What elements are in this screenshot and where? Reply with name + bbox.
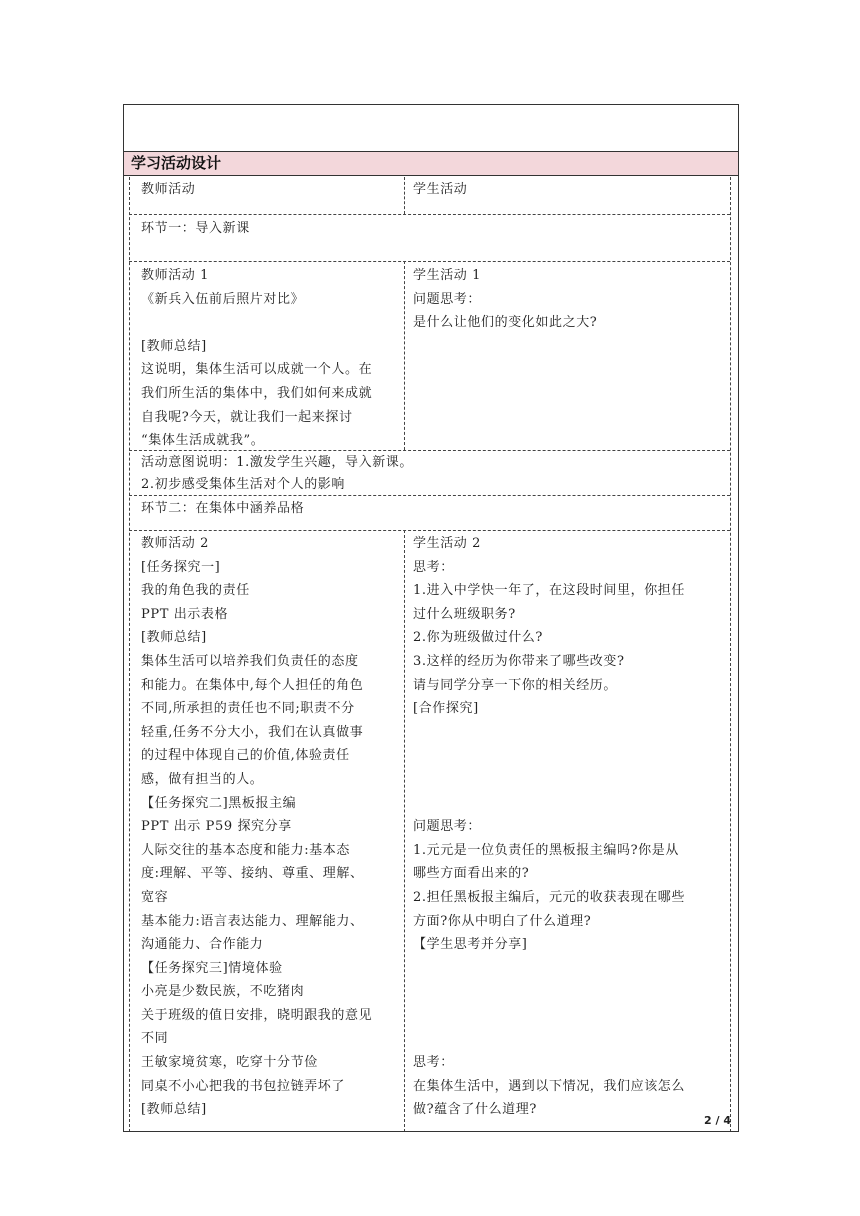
column-divider-header xyxy=(404,177,405,214)
text-line: 2.担任黑板报主编后，元元的收获表现在哪些 xyxy=(413,889,686,905)
text-line: PPT 出示表格 xyxy=(141,606,229,622)
text-line: 思考： xyxy=(413,1055,454,1071)
text-line: 的过程中体现自己的价值,体验责任 xyxy=(141,748,350,764)
row-divider xyxy=(129,495,730,496)
link1-title: 环节一：导入新课 xyxy=(141,221,250,236)
inner-left-border xyxy=(129,177,130,1132)
text-line: 1.进入中学快一年了，在这段时间里，你担任 xyxy=(413,583,686,599)
text-line: 感，做有担当的人。 xyxy=(141,771,264,787)
text-line: 问题思考： xyxy=(413,819,482,835)
student-activity-1 xyxy=(413,264,597,335)
text-line: [教师总结] xyxy=(141,338,207,354)
teacher-activity-header: 教师活动 xyxy=(141,182,196,197)
text-line xyxy=(141,311,372,335)
text-line: 在集体生活中，遇到以下情况，我们应该怎么 xyxy=(413,1078,686,1094)
text-line: 度:理解、平等、接纳、尊重、理解、 xyxy=(141,866,364,882)
text-line: 不同,所承担的责任也不同;职责不分 xyxy=(141,701,355,717)
text-line: 2.你为班级做过什么? xyxy=(413,630,543,646)
text-line: 是什么让他们的变化如此之大? xyxy=(413,315,598,331)
text-line: 轻重,任务不分大小，我们在认真做事 xyxy=(141,724,364,740)
text-line: 【任务探究三]情境体验 xyxy=(141,960,283,976)
text-line: PPT 出示 P59 探究分享 xyxy=(141,819,292,835)
text-line: 学生活动 1 xyxy=(413,268,482,283)
text-line: 我们所生活的集体中，我们如何来成就 xyxy=(141,385,373,401)
column-divider-row1 xyxy=(404,261,405,450)
text-line: 人际交往的基本态度和能力:基本态 xyxy=(141,842,350,858)
text-line: 1.元元是一位负责任的黑板报主编吗?你是从 xyxy=(413,842,679,858)
link2-title: 环节二：在集体中涵养品格 xyxy=(141,501,305,516)
text-line: 自我呢?今天，就让我们一起来探讨 xyxy=(141,409,353,425)
text-line: [教师总结] xyxy=(141,1102,207,1118)
row-divider xyxy=(129,261,730,262)
text-line xyxy=(413,744,685,768)
teacher-activity-2 xyxy=(141,532,372,1122)
text-line: 2.初步感受集体生活对个人的影响 xyxy=(141,476,346,492)
column-divider-row2 xyxy=(404,530,405,1132)
text-line: 基本能力:语言表达能力、理解能力、 xyxy=(141,913,364,929)
text-line: 思考： xyxy=(413,559,454,575)
text-line: 不同 xyxy=(141,1031,169,1047)
text-line: 做?蕴含了什么道理? xyxy=(413,1102,537,1118)
teacher-activity-1 xyxy=(141,264,372,453)
text-line: 和能力。在集体中,每个人担任的角色 xyxy=(141,677,364,693)
text-line: [合作探究] xyxy=(413,701,479,717)
text-line xyxy=(413,1027,685,1051)
text-line: 3.这样的经历为你带来了哪些改变? xyxy=(413,653,625,669)
text-line: 关于班级的值日安排，晓明跟我的意见 xyxy=(141,1007,373,1023)
text-line: 【任务探究二]黑板报主编 xyxy=(141,795,297,811)
text-line xyxy=(413,957,685,981)
text-line: 宽容 xyxy=(141,889,169,905)
text-line: 过什么班级职务? xyxy=(413,606,516,622)
activity-intent xyxy=(141,452,413,495)
text-line xyxy=(413,980,685,1004)
text-line: [教师总结] xyxy=(141,630,207,646)
row-divider xyxy=(129,214,730,215)
text-line xyxy=(413,792,685,816)
student-activity-header: 学生活动 xyxy=(413,182,468,197)
text-line xyxy=(413,721,685,745)
text-line: “集体生活成就我”。 xyxy=(141,433,265,449)
text-line: 同桌不小心把我的书包拉链弄坏了 xyxy=(141,1078,346,1094)
page-number: 2 / 4 xyxy=(704,1114,731,1127)
text-line: 《新兵入伍前后照片对比》 xyxy=(141,291,305,307)
header-empty-row xyxy=(123,104,739,152)
text-line: 教师活动 2 xyxy=(141,536,210,551)
text-line: 问题思考： xyxy=(413,291,482,307)
text-line: 小亮是少数民族，不吃猪肉 xyxy=(141,984,305,1000)
text-line xyxy=(413,1004,685,1028)
inner-right-border xyxy=(730,177,731,1132)
text-line: 【学生思考并分享] xyxy=(413,937,528,953)
text-line: [任务探究一] xyxy=(141,559,221,575)
text-line: 哪些方面看出来的? xyxy=(413,866,530,882)
row-divider xyxy=(129,530,730,531)
text-line: 方面?你从中明白了什么道理? xyxy=(413,913,592,929)
text-line: 王敏家境贫寒，吃穿十分节俭 xyxy=(141,1055,318,1071)
student-activity-2 xyxy=(413,532,685,1122)
text-line: 沟通能力、合作能力 xyxy=(141,937,264,953)
page-footer-rule xyxy=(123,1131,739,1132)
text-line xyxy=(413,768,685,792)
text-line: 我的角色我的责任 xyxy=(141,583,250,599)
text-line: 这说明，集体生活可以成就一个人。在 xyxy=(141,362,373,378)
text-line: 活动意图说明：1.激发学生兴趣，导入新课。 xyxy=(141,455,414,470)
text-line: 集体生活可以培养我们负责任的态度 xyxy=(141,653,359,669)
text-line: 教师活动 1 xyxy=(141,268,210,283)
section-title: 学习活动设计 xyxy=(124,152,738,176)
text-line: 请与同学分享一下你的相关经历。 xyxy=(413,677,618,693)
text-line: 学生活动 2 xyxy=(413,536,482,551)
